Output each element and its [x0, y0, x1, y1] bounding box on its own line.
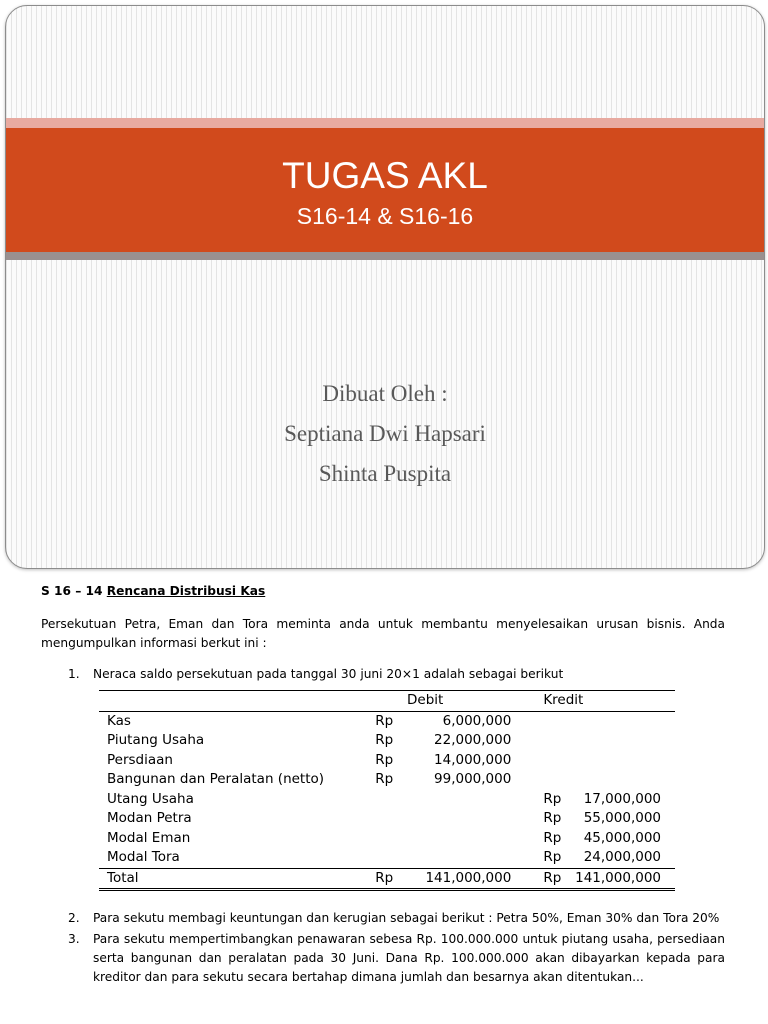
table-row — [99, 790, 675, 810]
author-name: Shinta Puspita — [318, 461, 452, 486]
account-name: Persdiaan — [107, 751, 173, 768]
list-item-text: Para sekutu mempertimbangkan penawaran sebesa Rp. 100.000.000 untuk piutang usaha, persediaan serta bangunan dan peralatan pada 30 Juni. Dana Rp. 100.000.000 akan dibayarkan kepada para kreditor dan para sekutu secara bertahap dimana jumlah dan besarnya akan ditentukan... — [93, 932, 725, 984]
kredit-currency: Rp — [543, 829, 562, 846]
debit-amount — [407, 809, 543, 829]
slide-subtitle: S16-14 & S16-16 — [296, 203, 474, 229]
debit-amount: 14,000,000 — [434, 751, 512, 768]
debit-currency: Rp — [375, 868, 407, 890]
document-page — [41, 582, 725, 989]
kredit-amount — [575, 711, 675, 731]
list-item — [41, 665, 725, 684]
kredit-currency: Rp — [543, 810, 562, 826]
title-band-accent-bottom — [6, 252, 764, 260]
list-item-text: Neraca saldo persekutuan pada tanggal 30 juni 20×1 adalah sebagai berikut — [93, 667, 564, 681]
debit-currency — [375, 809, 407, 829]
slide-title: TUGAS AKL — [282, 155, 488, 196]
debit-currency: Rp — [375, 712, 394, 729]
debit-currency: Rp — [375, 771, 394, 787]
section-heading-title: Rencana Distribusi Kas — [106, 584, 266, 598]
account-name: Modal Eman — [107, 829, 191, 846]
kredit-amount: 45,000,000 — [583, 829, 661, 846]
account-name: Piutang Usaha — [107, 732, 205, 748]
table-row — [99, 809, 675, 829]
table-row — [99, 751, 675, 771]
kredit-currency — [543, 751, 575, 771]
kredit-amount — [575, 770, 675, 790]
section-heading-number: S 16 – 14 — [41, 584, 107, 598]
authors-label: Dibuat Oleh : — [322, 381, 448, 406]
debit-currency: Rp — [375, 751, 394, 768]
slide-authors — [6, 374, 764, 494]
kredit-amount — [575, 731, 675, 751]
kredit-currency — [543, 770, 575, 790]
debit-header: Debit — [407, 691, 543, 712]
section-heading — [41, 582, 725, 601]
account-name: Kas — [107, 712, 131, 729]
table-row — [99, 711, 675, 731]
table-row — [99, 829, 675, 849]
author-name: Septiana Dwi Hapsari — [284, 421, 486, 446]
debit-amount: 99,000,000 — [434, 771, 512, 787]
debit-currency: Rp — [375, 732, 394, 748]
list-item-number: 2. — [68, 911, 80, 925]
intro-paragraph: Persekutuan Petra, Eman dan Tora meminta anda untuk membantu menyelesaikan urusan bisnis. Anda mengumpulkan informasi berkut ini : — [41, 617, 725, 650]
table-row — [99, 770, 675, 790]
title-slide — [5, 5, 765, 569]
debit-currency — [375, 848, 407, 868]
list-item — [41, 930, 725, 987]
account-name: Utang Usaha — [107, 790, 194, 807]
debit-amount: 22,000,000 — [434, 732, 512, 748]
kredit-amount: 17,000,000 — [583, 790, 661, 807]
kredit-total: 141,000,000 — [575, 868, 675, 890]
table-total-row — [99, 868, 675, 890]
table-row — [99, 731, 675, 751]
numbered-list — [41, 665, 725, 987]
list-item-number: 3. — [68, 932, 80, 946]
debit-amount — [407, 829, 543, 849]
debit-total: 141,000,000 — [407, 868, 543, 890]
debit-currency — [375, 790, 407, 810]
kredit-currency: Rp — [543, 868, 575, 890]
kredit-currency — [543, 711, 575, 731]
kredit-amount: 55,000,000 — [583, 810, 661, 826]
kredit-header: Kredit — [543, 691, 675, 712]
trial-balance-table — [99, 690, 675, 891]
total-label: Total — [99, 868, 375, 890]
account-name: Bangunan dan Peralatan (netto) — [107, 771, 325, 787]
kredit-currency: Rp — [543, 790, 562, 807]
table-header-row — [99, 691, 675, 712]
list-item-text: Para sekutu membagi keuntungan dan kerugian sebagai berikut : Petra 50%, Eman 30% dan Tora 20% — [93, 911, 720, 925]
account-name: Modan Petra — [107, 810, 192, 826]
debit-amount: 6,000,000 — [442, 712, 512, 729]
kredit-currency — [543, 731, 575, 751]
account-name: Modal Tora — [107, 849, 180, 865]
debit-amount — [407, 848, 543, 868]
kredit-currency: Rp — [543, 849, 562, 865]
kredit-amount — [575, 751, 675, 771]
table-row — [99, 848, 675, 868]
title-band-accent-top — [6, 118, 764, 128]
list-item-number: 1. — [68, 667, 80, 681]
kredit-amount: 24,000,000 — [583, 849, 661, 865]
debit-amount — [407, 790, 543, 810]
debit-currency — [375, 829, 407, 849]
list-item — [41, 909, 725, 928]
